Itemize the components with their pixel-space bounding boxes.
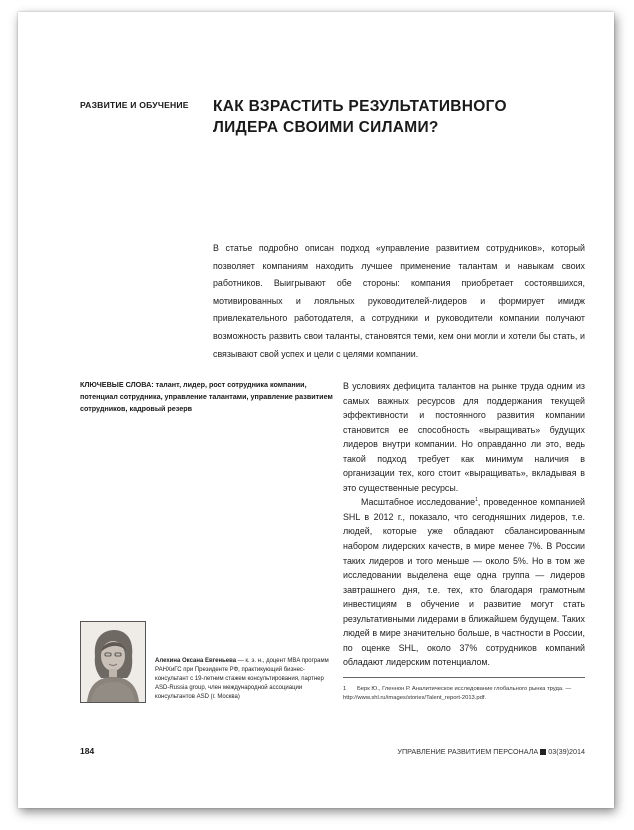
article-title <box>213 96 553 138</box>
footnote-ref: 1 <box>475 497 478 504</box>
section-label: РАЗВИТИЕ И ОБУЧЕНИЕ <box>80 100 189 110</box>
title-line-1: КАК ВЗРАСТИТЬ РЕЗУЛЬТАТИВНОГО <box>213 98 507 115</box>
issue-number: 03(39)2014 <box>548 747 585 756</box>
journal-footer <box>397 747 585 756</box>
author-photo <box>80 621 146 703</box>
journal-page <box>18 12 614 808</box>
footnote-divider <box>343 677 585 678</box>
journal-name: УПРАВЛЕНИЕ РАЗВИТИЕМ ПЕРСОНАЛА <box>397 747 539 756</box>
footnote-number: 1 <box>343 686 347 692</box>
footnote-text: Берк Ю., Гленнон Р. Аналитическое исследование глобального рынка труда. — http://www.shl.ru/images/stories/Talent_report-2013.pdf. <box>343 686 572 701</box>
page-number: 184 <box>80 746 95 756</box>
footnote <box>343 685 593 703</box>
author-name: Алехина Оксана Евгеньева <box>155 658 237 664</box>
title-line-2: ЛИДЕРА СВОИМИ СИЛАМИ? <box>213 119 439 136</box>
author-info <box>155 657 333 702</box>
square-bullet-icon <box>540 749 546 755</box>
article-lead: В статье подробно описан подход «управление развитием сотрудников», который позволяет компаниям находить лучшее применение талантам и навыкам своих работников. Выигрывают обе стороны: компания приобретает состоявшихся, мотивированных и лояльных руководителей-лидеров и формирует имидж привлекательного работодателя, а сотрудники и руководители компании получают возможность развить свои таланты, становятся теми, кем они могли и хотели бы стать, и связывают свой успех и цели с целями компании. <box>213 243 585 359</box>
keywords: КЛЮЧЕВЫЕ СЛОВА: талант, лидер, рост сотрудника компании, потенциал сотрудника, управление талантами, управление развитием сотрудников, кадровый резерв <box>80 380 333 413</box>
author-details: — к. э. н., доцент MBA программ РАНХиГС при Президенте РФ, практикующий бизнес-консультант с 19-летним стажем консультирования, партнер ASD-Russia group, член международной ассоциации консультантов ASD (г. Москва) <box>155 658 329 700</box>
article-body <box>343 379 585 670</box>
body-paragraph-1: В условиях дефицита талантов на рынке труда одним из самых важных ресурсов для поддержания текущей эффективности и постоянного развития компании становится ее способность «выращивать» будущих лидеров внутри компании. Но оправданно ли это, ведь такой подход требует как минимум наличия в организации тех, кого стоит «выращивать», вкладывая в это существенные ресурсы. <box>343 381 585 493</box>
body-paragraph-2: Масштабное исследование$^1$, проведенное компанией SHL в 2012 г., показало, что сегодняшних лидеров, т.е. людей, которые уже обладают сбалансированным набором лидерских качеств, в мире менее 7%. В России таких лидеров и того меньше — около 5%. Но в том же исследовании выделена еще одна группа — лидеров завтрашнего дня, т.е. тех, кто благодаря грамотным инвестициям в обучение и развитие могут стать результативными лидерами в ближайшем будущем. Таких людей в мире значительно больше, в частности в России, по оценке SHL, около 37% сотрудников компаний обладают лидерским потенциалом. <box>343 497 585 668</box>
